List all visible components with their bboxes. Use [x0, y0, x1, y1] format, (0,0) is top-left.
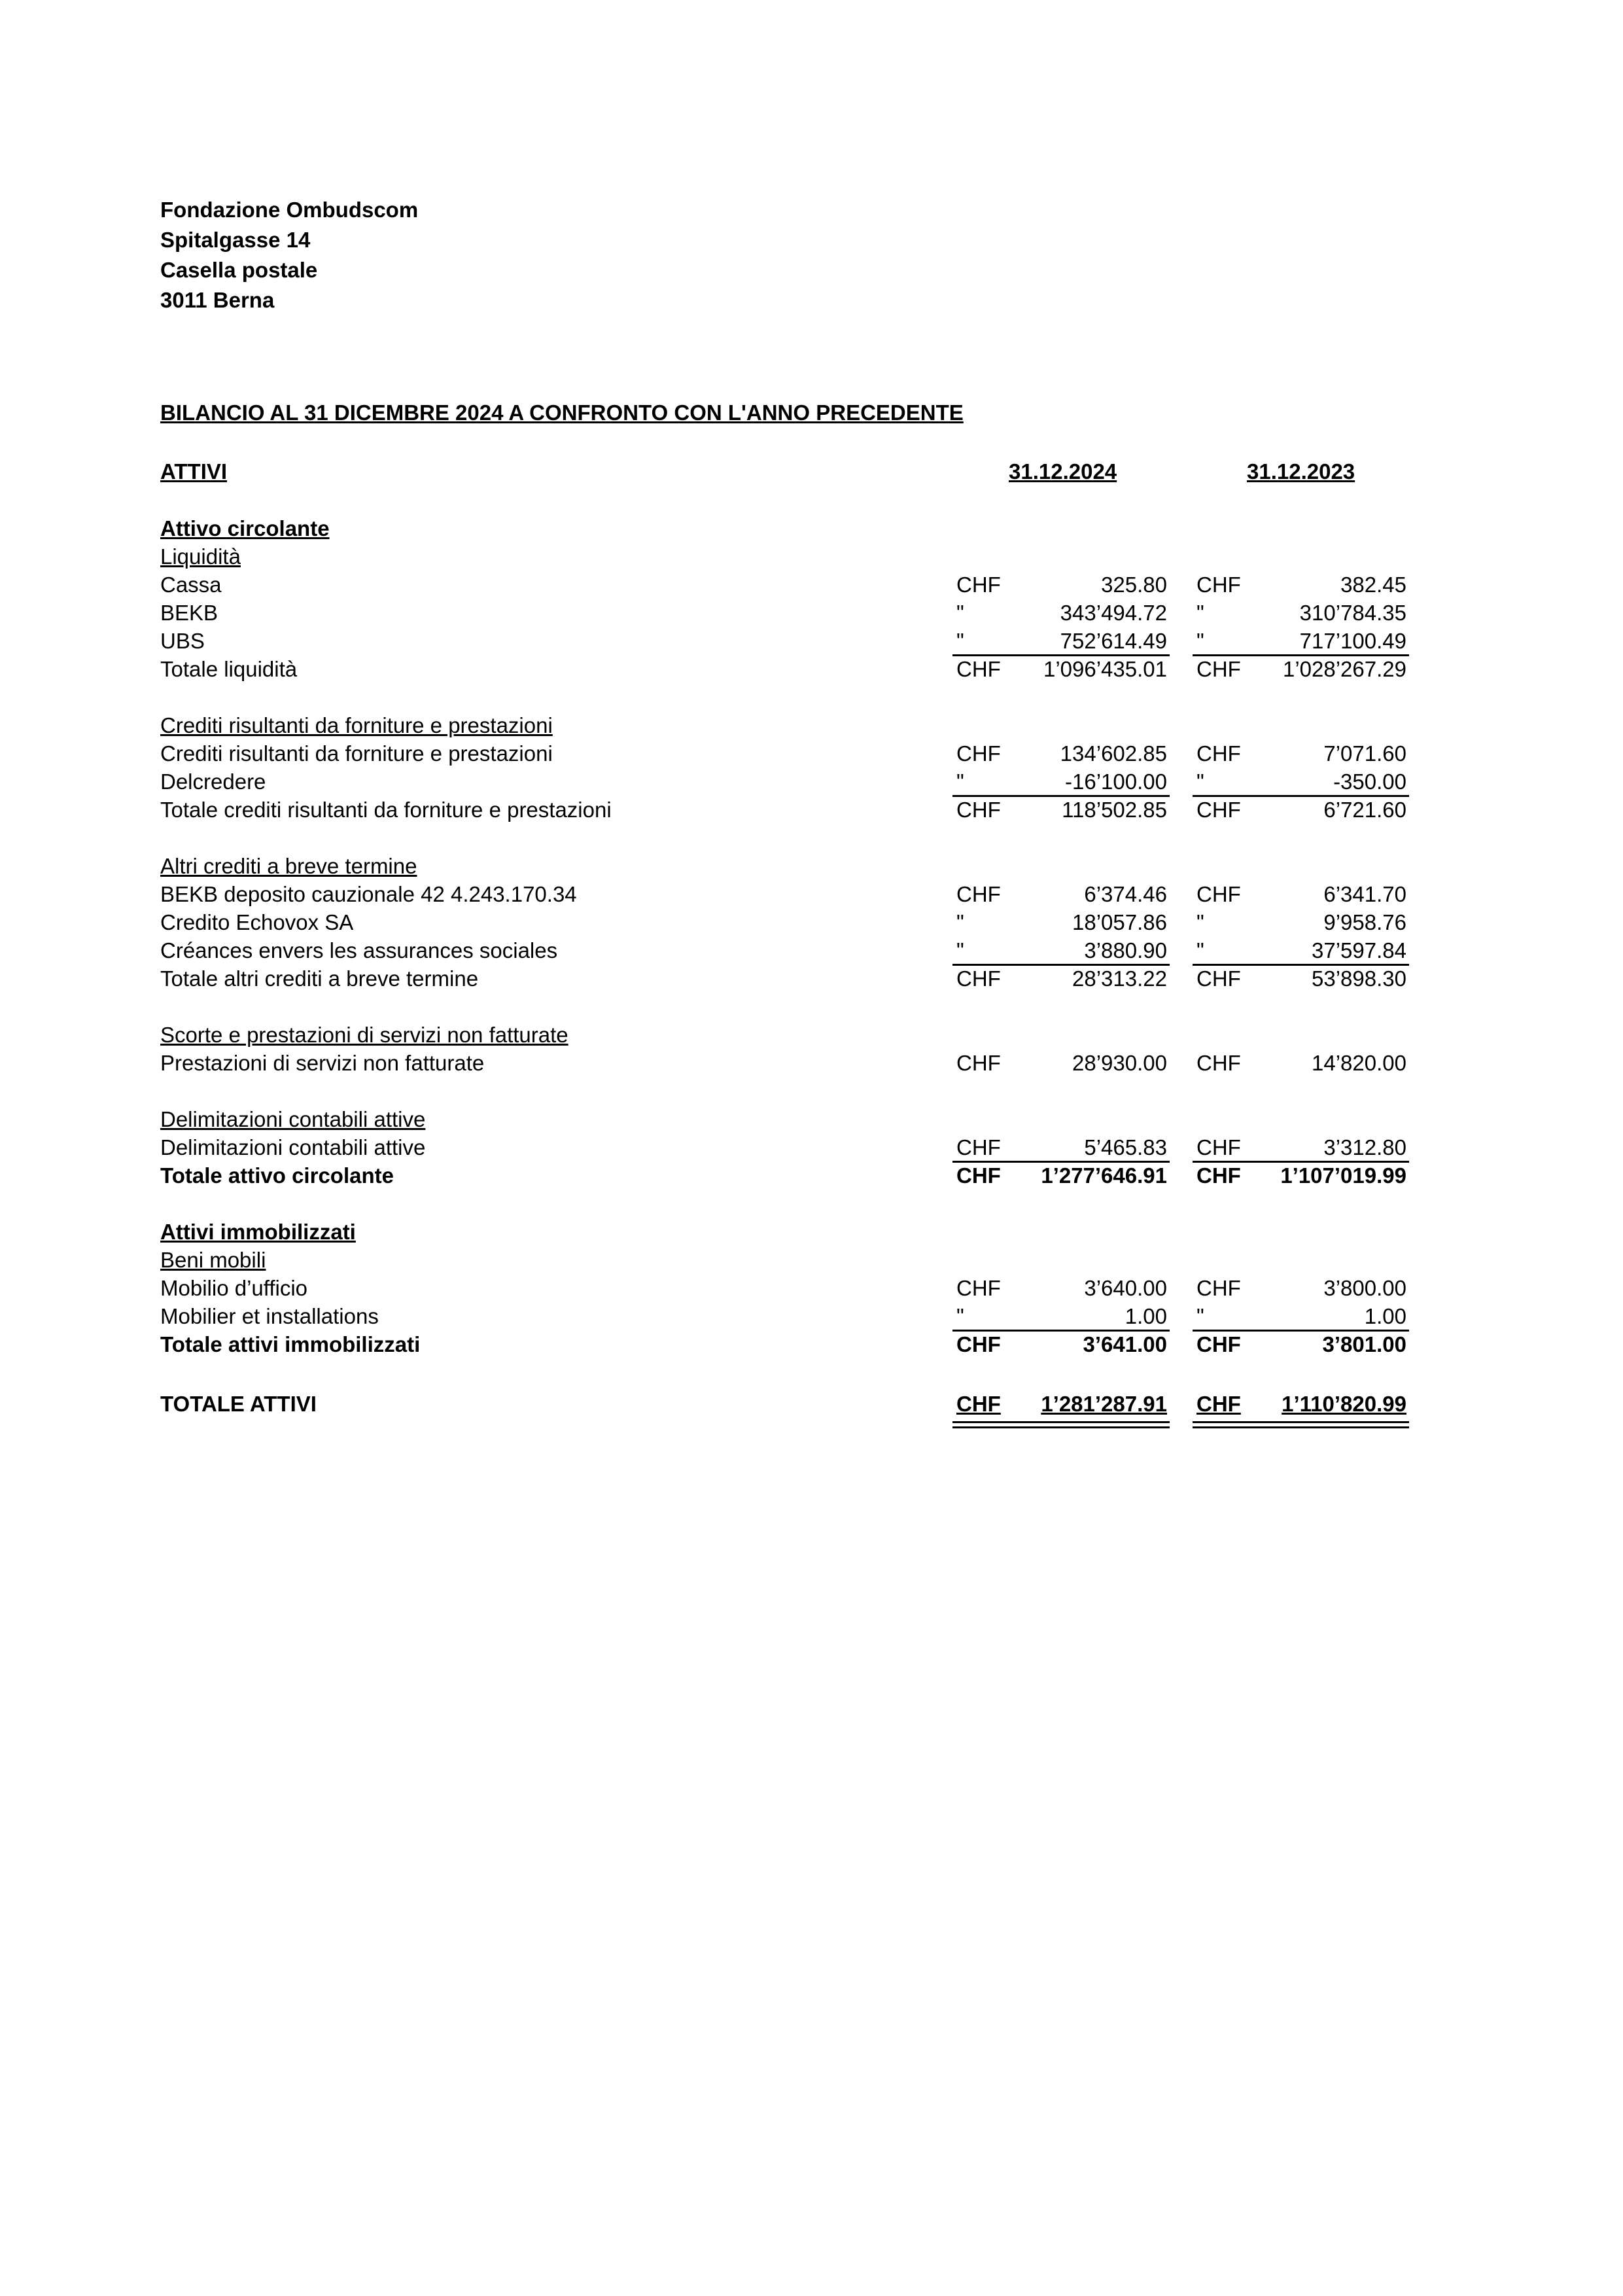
amount-2023: 1.00 — [1364, 1304, 1406, 1328]
amount-2024: 325.80 — [1101, 573, 1167, 597]
currency-2024: CHF — [956, 1332, 1001, 1356]
amount-2023: 3’800.00 — [1323, 1276, 1406, 1300]
currency-2024: CHF — [956, 657, 1001, 681]
amount-2023: 9’958.76 — [1323, 910, 1406, 934]
column-header-2023: 31.12.2023 — [1247, 459, 1355, 484]
table-row — [0, 880, 1623, 908]
row-heading-delimitazioni — [0, 1105, 1623, 1133]
row-label: Attivo circolante — [160, 516, 330, 540]
table-row-total — [0, 655, 1623, 683]
row-label: Delimitazioni contabili attive — [160, 1107, 426, 1131]
currency-2024: " — [956, 938, 964, 963]
table-row — [0, 1049, 1623, 1077]
amount-2023: 6’341.70 — [1323, 882, 1406, 906]
currency-2024: CHF — [956, 1392, 1001, 1416]
currency-2024: CHF — [956, 798, 1001, 822]
amount-2024: 1’277’646.91 — [1041, 1163, 1167, 1188]
org-city: 3011 Berna — [160, 288, 275, 312]
currency-2024: CHF — [956, 1276, 1001, 1300]
table-row — [0, 908, 1623, 936]
amount-2024: 5’465.83 — [1084, 1135, 1167, 1159]
currency-2024: " — [956, 1304, 964, 1328]
amount-2024: 3’640.00 — [1084, 1276, 1167, 1300]
org-name: Fondazione Ombudscom — [160, 198, 419, 222]
table-row — [0, 768, 1623, 796]
row-label: Créances envers les assurances sociales — [160, 938, 558, 963]
row-label: Liquidità — [160, 544, 241, 569]
amount-2024: 3’641.00 — [1083, 1332, 1167, 1356]
currency-2024: CHF — [956, 882, 1001, 906]
currency-2023: CHF — [1196, 798, 1241, 822]
currency-2023: " — [1196, 601, 1204, 625]
double-rule-2023-bottom — [1193, 1426, 1409, 1428]
section-label-attivi: ATTIVI — [160, 459, 228, 484]
row-label: Prestazioni di servizi non fatturate — [160, 1051, 485, 1075]
currency-2023: CHF — [1196, 657, 1241, 681]
row-label: Totale attivo circolante — [160, 1163, 394, 1188]
address-block — [160, 195, 418, 315]
row-label: Delimitazioni contabili attive — [160, 1135, 426, 1159]
row-label: BEKB deposito cauzionale 42 4.243.170.34 — [160, 882, 577, 906]
amount-2023: 37’597.84 — [1312, 938, 1406, 963]
table-row-total — [0, 1161, 1623, 1190]
currency-2023: CHF — [1196, 882, 1241, 906]
currency-2023: CHF — [1196, 1332, 1241, 1356]
currency-2024: " — [956, 629, 964, 653]
row-label: Delcredere — [160, 769, 266, 794]
row-heading-altri-crediti — [0, 852, 1623, 880]
currency-2023: CHF — [1196, 1276, 1241, 1300]
row-heading-liquidita — [0, 542, 1623, 571]
amount-2024: 1’281’287.91 — [1041, 1392, 1167, 1416]
table-row — [0, 599, 1623, 627]
amount-2024: 28’930.00 — [1072, 1051, 1167, 1075]
amount-2024: 3’880.90 — [1084, 938, 1167, 963]
amount-2024: 752’614.49 — [1060, 629, 1167, 653]
row-label: Altri crediti a breve termine — [160, 854, 417, 878]
amount-2023: 1’110’820.99 — [1282, 1392, 1406, 1416]
org-po-box: Casella postale — [160, 258, 318, 282]
row-heading-attivo-circolante — [0, 514, 1623, 542]
row-heading-beni-mobili — [0, 1246, 1623, 1274]
table-row — [0, 1302, 1623, 1330]
row-label: Totale liquidità — [160, 657, 298, 681]
amount-2024: -16’100.00 — [1065, 769, 1167, 794]
amount-2023: 7’071.60 — [1323, 741, 1406, 766]
amount-2023: 3’312.80 — [1323, 1135, 1406, 1159]
row-label: Totale attivi immobilizzati — [160, 1332, 421, 1356]
amount-2023: 310’784.35 — [1299, 601, 1406, 625]
currency-2023: CHF — [1196, 966, 1241, 991]
currency-2024: CHF — [956, 1163, 1001, 1188]
amount-2024: 1’096’435.01 — [1043, 657, 1167, 681]
row-label: Mobilier et installations — [160, 1304, 379, 1328]
amount-2024: 18’057.86 — [1072, 910, 1167, 934]
currency-2023: " — [1196, 769, 1204, 794]
amount-2024: 343’494.72 — [1060, 601, 1167, 625]
amount-2023: 3’801.00 — [1322, 1332, 1406, 1356]
currency-2024: " — [956, 910, 964, 934]
currency-2024: CHF — [956, 1051, 1001, 1075]
row-label: Scorte e prestazioni di servizi non fatturate — [160, 1023, 568, 1047]
table-row — [0, 739, 1623, 768]
row-label: Attivi immobilizzati — [160, 1220, 356, 1244]
row-label: Totale crediti risultanti da forniture e prestazioni — [160, 798, 612, 822]
row-heading-scorte — [0, 1021, 1623, 1049]
currency-2023: " — [1196, 910, 1204, 934]
currency-2023: " — [1196, 938, 1204, 963]
currency-2024: CHF — [956, 1135, 1001, 1159]
currency-2023: CHF — [1196, 1051, 1241, 1075]
row-heading-crediti — [0, 711, 1623, 739]
row-label: TOTALE ATTIVI — [160, 1392, 317, 1416]
row-label: Mobilio d’ufficio — [160, 1276, 308, 1300]
currency-2023: CHF — [1196, 1163, 1241, 1188]
currency-2024: " — [956, 769, 964, 794]
currency-2023: CHF — [1196, 1392, 1241, 1416]
row-label: Crediti risultanti da forniture e prestazioni — [160, 713, 553, 737]
double-rule-2024-top — [952, 1421, 1170, 1423]
row-label: Cassa — [160, 573, 222, 597]
table-row — [0, 571, 1623, 599]
column-header-2024: 31.12.2024 — [1009, 459, 1117, 484]
amount-2023: -350.00 — [1333, 769, 1406, 794]
amount-2023: 1’107’019.99 — [1280, 1163, 1406, 1188]
row-label: Totale altri crediti a breve termine — [160, 966, 479, 991]
row-label: Beni mobili — [160, 1248, 266, 1272]
amount-2024: 1.00 — [1125, 1304, 1167, 1328]
currency-2023: CHF — [1196, 573, 1241, 597]
amount-2024: 134’602.85 — [1060, 741, 1167, 766]
org-street: Spitalgasse 14 — [160, 228, 311, 252]
table-row-total — [0, 964, 1623, 993]
table-row-total — [0, 1330, 1623, 1358]
table-row-grand-total — [0, 1390, 1623, 1418]
amount-2023: 6’721.60 — [1323, 798, 1406, 822]
table-row — [0, 936, 1623, 964]
row-label: UBS — [160, 629, 205, 653]
amount-2023: 717’100.49 — [1299, 629, 1406, 653]
amount-2024: 6’374.46 — [1084, 882, 1167, 906]
currency-2024: CHF — [956, 573, 1001, 597]
amount-2023: 382.45 — [1340, 573, 1406, 597]
currency-2023: " — [1196, 629, 1204, 653]
amount-2024: 118’502.85 — [1062, 798, 1167, 822]
row-label: Crediti risultanti da forniture e prestazioni — [160, 741, 553, 766]
row-heading-attivi-immobilizzati — [0, 1218, 1623, 1246]
document-title: BILANCIO AL 31 DICEMBRE 2024 A CONFRONTO CON L'ANNO PRECEDENTE — [160, 400, 964, 425]
table-row — [0, 627, 1623, 655]
double-rule-2023-top — [1193, 1421, 1409, 1423]
amount-2023: 1’028’267.29 — [1282, 657, 1406, 681]
double-rule-2024-bottom — [952, 1426, 1170, 1428]
currency-2024: CHF — [956, 741, 1001, 766]
currency-2023: " — [1196, 1304, 1204, 1328]
currency-2023: CHF — [1196, 1135, 1241, 1159]
amount-2023: 53’898.30 — [1312, 966, 1406, 991]
amount-2024: 28’313.22 — [1072, 966, 1167, 991]
currency-2024: CHF — [956, 966, 1001, 991]
row-label: BEKB — [160, 601, 218, 625]
currency-2024: " — [956, 601, 964, 625]
row-label: Credito Echovox SA — [160, 910, 354, 934]
amount-2023: 14’820.00 — [1312, 1051, 1406, 1075]
table-row — [0, 1133, 1623, 1161]
currency-2023: CHF — [1196, 741, 1241, 766]
table-row-total — [0, 796, 1623, 824]
table-row — [0, 1274, 1623, 1302]
